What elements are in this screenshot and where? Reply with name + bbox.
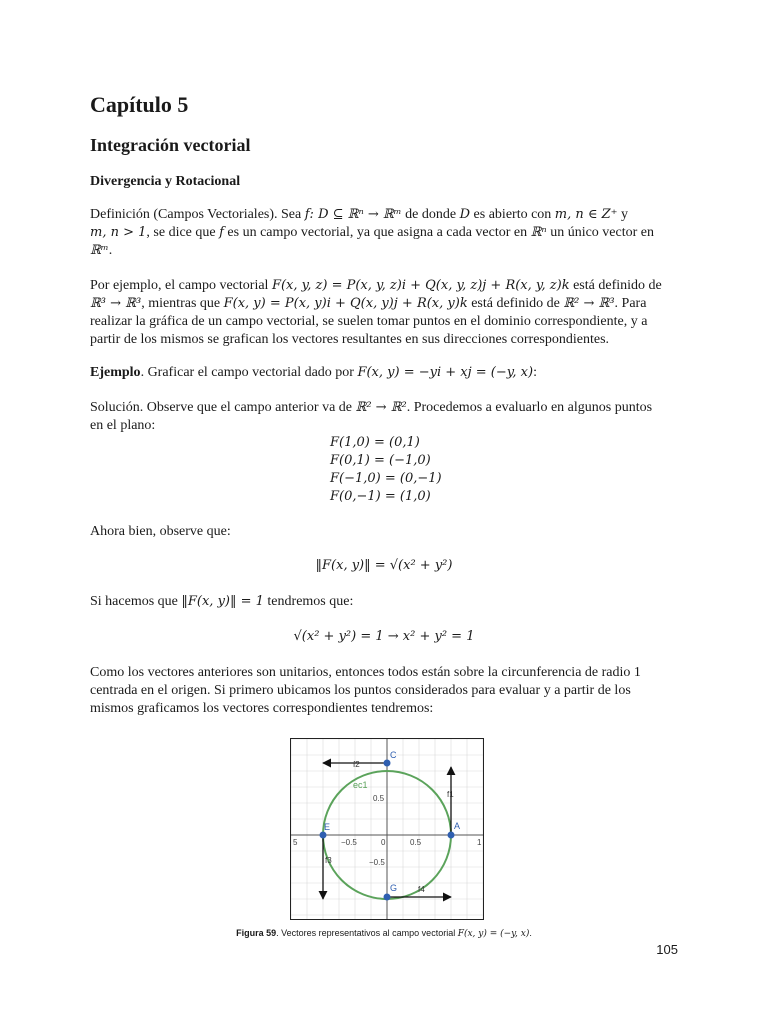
- section-title: Integración vectorial: [90, 135, 251, 155]
- tick-label-y: 0.5: [373, 794, 385, 803]
- si-hacemos-line: [90, 593, 678, 611]
- ahora-bien: Ahora bien, observe que:: [90, 524, 231, 539]
- vector-label-f2: f2: [353, 760, 360, 769]
- math: ℝ² → ℝ²: [355, 400, 407, 415]
- evaluation: F(−1,0) = (0,−1): [330, 471, 442, 486]
- text: Solución. Observe que el campo anterior va de: [90, 400, 356, 415]
- vector-label-f4: f4: [418, 885, 425, 894]
- point-c: [384, 760, 391, 767]
- definition-paragraph: [90, 206, 678, 260]
- math: D: [459, 207, 471, 222]
- math: ℝᵐ: [90, 243, 109, 258]
- evaluations-block: [330, 434, 442, 506]
- circle-equation: √(x² + y²) = 1 → x² + y² = 1: [293, 629, 475, 644]
- point-label-g: G: [390, 883, 398, 893]
- norm-equation: ‖F(x, y)‖ = √(x² + y²): [315, 558, 453, 573]
- text: , se dice que: [146, 225, 220, 240]
- math: F(x, y) = −yi + xj = (−y, x): [357, 365, 534, 380]
- vector-label-f1: f1: [447, 790, 454, 799]
- text: es un campo vectorial, ya que asigna a cada vector en: [223, 225, 531, 240]
- math: F(x, y) = (−y, x): [457, 929, 530, 939]
- chapter-title: Capítulo 5: [90, 92, 189, 117]
- text: Definición (Campos Vectoriales). Sea: [90, 207, 305, 222]
- math: ℝ³ → ℝ³: [90, 296, 142, 311]
- tick-label-x: 0: [381, 838, 386, 847]
- vector-field-figure: [290, 738, 484, 920]
- evaluation: F(0,1) = (−1,0): [330, 453, 431, 468]
- vector-label-f3: f3: [325, 856, 332, 865]
- subsection-title: Divergencia y Rotacional: [90, 174, 241, 189]
- text: mismos graficamos los vectores correspondientes tendremos:: [90, 701, 434, 716]
- caption-label: Figura 59: [236, 928, 277, 938]
- text: centrada en el origen. Si primero ubicamos los puntos considerados para evaluar y a partir de los: [90, 683, 631, 698]
- text: . Para: [614, 296, 647, 311]
- math: F(x, y) = P(x, y)i + Q(x, y)j + R(x, y)k: [223, 296, 468, 311]
- point-e: [320, 832, 327, 839]
- text: tendremos que:: [263, 594, 354, 609]
- curve-label: ec1: [353, 780, 368, 790]
- tick-label-edge: 5: [293, 838, 298, 847]
- conclusion-paragraph: [90, 664, 678, 718]
- math: m, n > 1: [90, 225, 147, 240]
- figure-caption: [90, 928, 678, 939]
- point-g: [384, 894, 391, 901]
- math: ℝⁿ: [530, 225, 547, 240]
- tick-label-x: 0.5: [410, 838, 422, 847]
- text: en el plano:: [90, 418, 156, 433]
- solucion-paragraph: [90, 399, 678, 435]
- point-a: [448, 832, 455, 839]
- evaluation: F(0,−1) = (1,0): [330, 489, 431, 504]
- example-paragraph: [90, 277, 678, 349]
- text: . Procedemos a evaluarlo en algunos puntos: [406, 400, 653, 415]
- text: es abierto con: [470, 207, 555, 222]
- text: está definido de: [467, 296, 564, 311]
- text: realizar la gráfica de un campo vectorial, se suelen tomar puntos en el dominio correspondiente, y a: [90, 314, 648, 329]
- math: f: D ⊆ ℝⁿ → ℝᵐ: [304, 207, 402, 222]
- text: . Vectores representativos al campo vectorial: [276, 928, 458, 938]
- math: ‖F(x, y)‖ = 1: [181, 594, 264, 609]
- text: Como los vectores anteriores son unitarios, entonces todos están sobre la circunferencia de radio 1: [90, 665, 641, 680]
- text: Por ejemplo, el campo vectorial: [90, 278, 272, 293]
- point-label-e: E: [324, 822, 331, 832]
- ejemplo-line: [90, 364, 678, 382]
- math: F(x, y, z) = P(x, y, z)i + Q(x, y, z)j + R(x, y, z)k: [271, 278, 570, 293]
- math: m, n ∈ Z⁺: [554, 207, 618, 222]
- point-label-a: A: [454, 821, 461, 831]
- ejemplo-label: Ejemplo: [90, 365, 141, 380]
- text: está definido de: [569, 278, 662, 293]
- text: .: [108, 243, 113, 258]
- text: de donde: [401, 207, 460, 222]
- tick-label-y: −0.5: [369, 858, 385, 867]
- text: , mientras que: [141, 296, 224, 311]
- math: ℝ² → ℝ³: [563, 296, 615, 311]
- text: partir de los mismos se grafican los vectores resultantes en sus direcciones correspondientes.: [90, 332, 610, 347]
- tick-label-x: −0.5: [341, 838, 357, 847]
- evaluation: F(1,0) = (0,1): [330, 435, 420, 450]
- text: Si hacemos que: [90, 594, 182, 609]
- vector-field-plot: [291, 739, 483, 919]
- page-number: 105: [656, 942, 678, 957]
- text: .: [529, 928, 532, 938]
- text: y: [617, 207, 629, 222]
- text: . Graficar el campo vectorial dado por: [140, 365, 358, 380]
- tick-label-x: 1: [477, 838, 482, 847]
- text: :: [533, 365, 537, 380]
- math: f: [219, 225, 224, 240]
- text: un único vector en: [546, 225, 654, 240]
- point-label-c: C: [390, 750, 397, 760]
